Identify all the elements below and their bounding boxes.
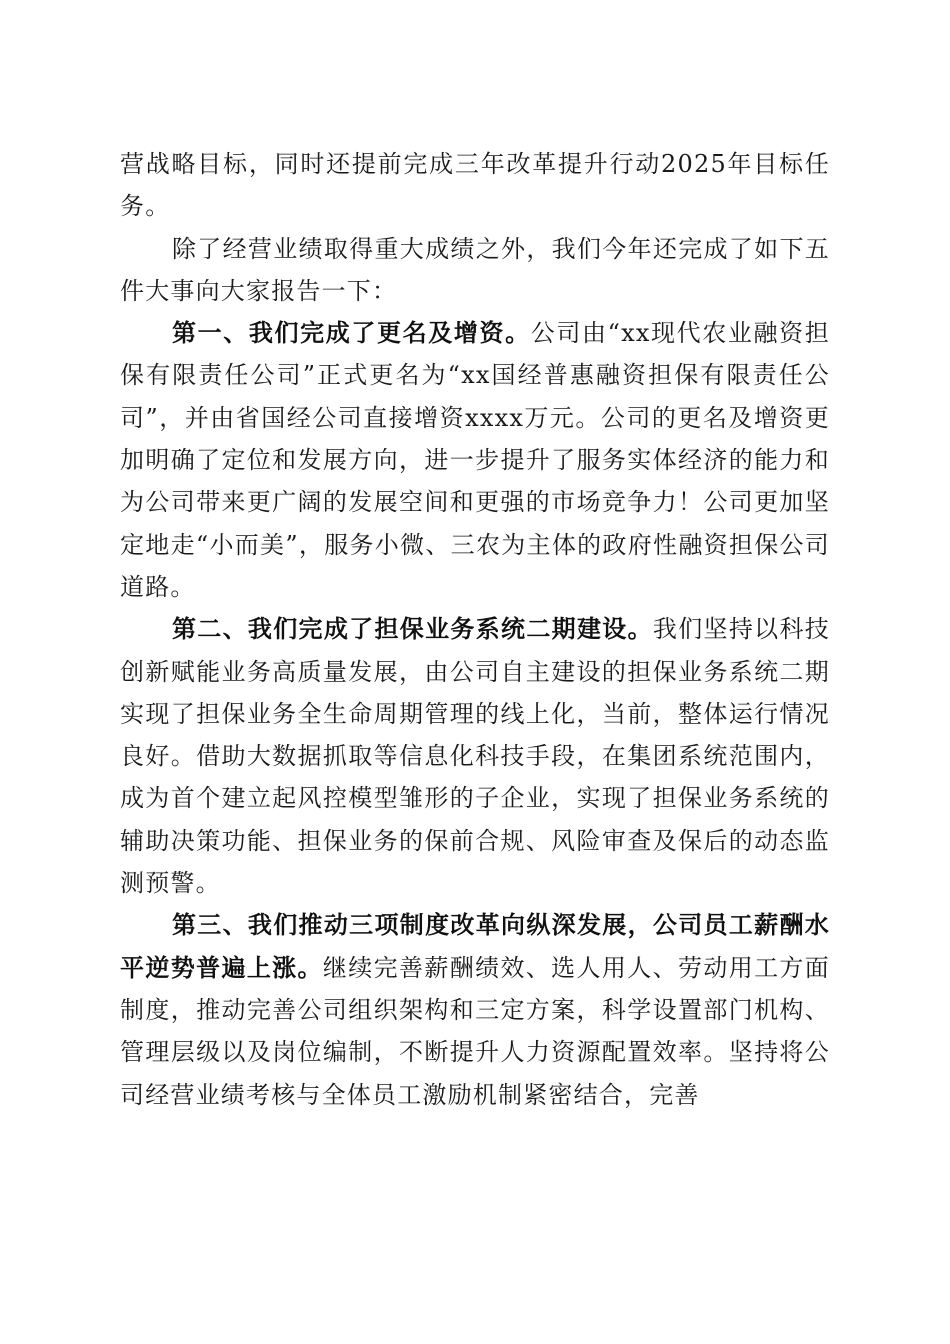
paragraph-lead: 第一、我们完成了更名及增资。 (172, 318, 531, 348)
paragraph-text: 我们坚持以科技创新赋能业务高质量发展，由公司自主建设的担保业务系统二期实现了担保业务全生命周期管理的线上化，当前，整体运行情况良好。借助大数据抓取等信息化科技手段，在集团系统范围内，成为首个建立起风控模型雏形的子企业，实现了担保业务系统的辅助决策功能、担保业务的保前合规、风险审查及保后的动态监测预警。 (120, 615, 830, 898)
paragraph-item-2 (120, 608, 830, 904)
paragraph-item-3 (120, 904, 830, 1115)
paragraph-text: 营战略目标，同时还提前完成三年改革提升行动2025年目标任务。 (120, 150, 830, 221)
paragraph-intro (120, 228, 830, 313)
paragraph-text: 除了经营业绩取得重大成绩之外，我们今年还完成了如下五件大事向大家报告一下： (120, 234, 830, 305)
paragraph-lead: 第三、我们推动三项制度改革向纵深发展，公司员工薪酬水平逆势普遍上涨。 (120, 910, 830, 982)
paragraph-text: 继续完善薪酬绩效、选人用人、劳动用工方面制度，推动完善公司组织架构和三定方案，科学设置部门机构、管理层级以及岗位编制，不断提升人力资源配置效率。坚持将公司经营业绩考核与全体员工激励机制紧密结合，完善 (120, 953, 830, 1109)
paragraph-text: 公司由“xx现代农业融资担保有限责任公司”正式更名为“xx国经普惠融资担保有限责任公司”，并由省国经公司直接增资xxxx万元。公司的更名及增资更加明确了定位和发展方向，进一步提升了服务实体经济的能力和为公司带来更广阔的发展空间和更强的市场竞争力！公司更加坚定地走“小而美”，服务小微、三农为主体的政府性融资担保公司道路。 (120, 319, 830, 601)
paragraph-item-1 (120, 312, 830, 608)
paragraph-lead: 第二、我们完成了担保业务系统二期建设。 (172, 614, 653, 644)
document-body (120, 143, 830, 1116)
paragraph-continuation (120, 143, 830, 228)
